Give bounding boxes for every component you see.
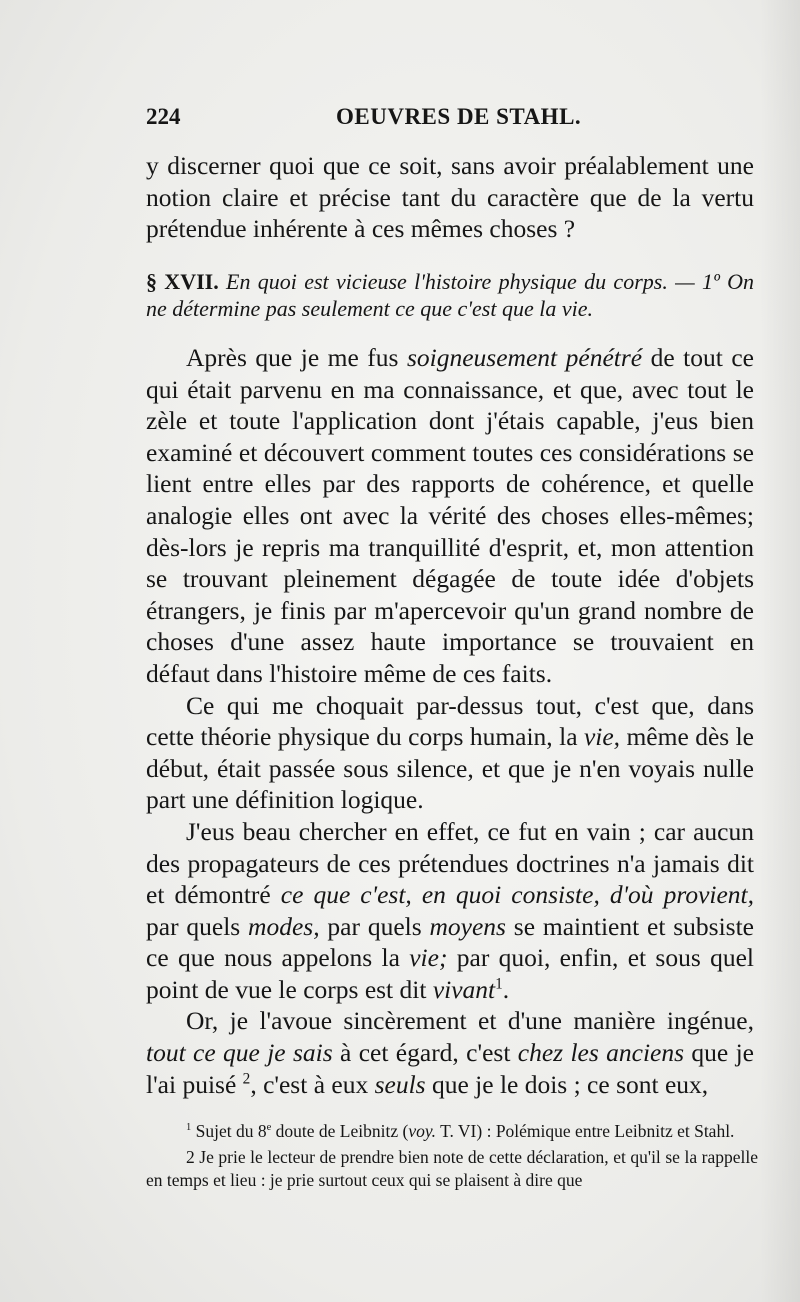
p3-text-e: par quels [319, 911, 430, 941]
p3-italic-j: vivant [432, 974, 496, 1004]
p1-text-a: Après que je me fus [186, 343, 407, 372]
footnote-1-text-b: doute de Leibnitz ( [271, 1121, 409, 1141]
continuation-text: y discerner quoi que ce soit, sans avoir préalablement une notion claire et précise tant du caractère que de la vertu prétendue inhérente à ces mêmes choses ? [146, 151, 754, 244]
section-number: § XVII. [146, 269, 219, 294]
footnote-ref-1: 1 [495, 975, 503, 993]
body-text [146, 342, 754, 1100]
section-heading [146, 268, 754, 322]
p3-italic-d: modes, [248, 911, 320, 941]
footnote-1-text-a: Sujet du 8 [191, 1121, 267, 1141]
p3-text-a: J'eus beau chercher en effet, ce fut en vain ; car aucun des propagateurs de ces prétendues doctrines n'a jamais dit et démontré [146, 816, 754, 910]
p4-text-e: que je l'ai puisé [146, 1038, 754, 1099]
p4-text-c: à cet égard, c'est [332, 1038, 518, 1068]
footnote-2-text: Je prie le lecteur de prendre bien note de cette déclaration, et qu'il se la rappelle en temps et lieu : je prie surtout ceux qui se plaisent à dire que [146, 1146, 758, 1190]
p4-text-a: Or, je l'avoue sincèrement et d'une manière ingénue, [186, 1006, 754, 1036]
p3-text-c: par quels [146, 911, 249, 941]
page-number: 224 [146, 104, 181, 129]
p2-italic: vie, [583, 722, 621, 752]
p4-text-g: , c'est à eux [250, 1069, 375, 1099]
running-title: OEUVRES DE STAHL. [336, 104, 582, 129]
page-header [146, 104, 746, 138]
p2-text-a: Ce qui me choquait par-dessus tout, c'est que, dans cette théorie physique du corps humain, la [146, 690, 754, 752]
continuation-paragraph [146, 150, 754, 245]
p1-italic: soigneusement pénétré [406, 343, 643, 372]
p2-text-c: même dès le début, était passée sous silence, et que je n'en voyais nulle part une définition logique. [146, 722, 755, 815]
page-edge-shadow [760, 0, 800, 1302]
p4-text-i: que je le dois ; ce sont eux, [425, 1069, 709, 1099]
p3-italic-h: vie; [409, 943, 448, 973]
footnote-ref-2: 2 [242, 1070, 251, 1088]
footnote-1-text-d: T. VI) : Polémique entre Leibnitz et Stahl. [436, 1121, 735, 1141]
p4-italic-d: chez les anciens [517, 1038, 685, 1068]
footnotes [146, 1120, 758, 1193]
paragraph-4 [146, 1005, 754, 1100]
paragraph-2 [146, 690, 754, 816]
p3-italic-f: moyens [429, 911, 506, 941]
p3-italic-b: ce que c'est, en quoi consiste, d'où provient, [280, 880, 754, 910]
p3-text-g: se maintient et subsiste ce que nous appelons la [146, 911, 755, 973]
p4-italic-h: seuls [374, 1069, 426, 1099]
footnote-1-italic: voy. [408, 1121, 437, 1141]
footnote-2-mark: 2 [186, 1146, 195, 1167]
paragraph-3 [146, 816, 754, 1006]
footnote-1-superscript: e [266, 1122, 272, 1134]
paragraph-1 [146, 342, 754, 690]
footnote-1-mark: 1 [186, 1122, 192, 1134]
section-title: En quoi est vicieuse l'histoire physique du corps. — 1º On ne détermine pas seulement ce que c'est que la vie. [146, 269, 755, 321]
p3-text-i: par quoi, enfin, et sous quel point de vue le corps est dit [146, 943, 754, 1004]
p1-text-c: de tout ce qui était parvenu en ma connaissance, et que, avec tout le zèle et toute l'application dont j'étais capable, j'eus bien examiné et découvert comment toutes ces considérations se lient entre elles par des rapports de cohérence, et quelle analogie elles ont avec la vérité des choses elles-mêmes; dès-lors je repris ma tranquillité d'esprit, et, mon attention se trouvant pleinement dégagée de toute idée d'objets étrangers, je finis par m'apercevoir qu'un grand nombre de choses d'une assez haute importance se trouvaient en défaut dans l'histoire même de ces faits. [146, 343, 754, 688]
p4-italic-b: tout ce que je sais [146, 1038, 333, 1068]
footnote-1 [146, 1120, 758, 1144]
p3-text-l: . [502, 974, 510, 1004]
footnote-2 [146, 1146, 758, 1193]
